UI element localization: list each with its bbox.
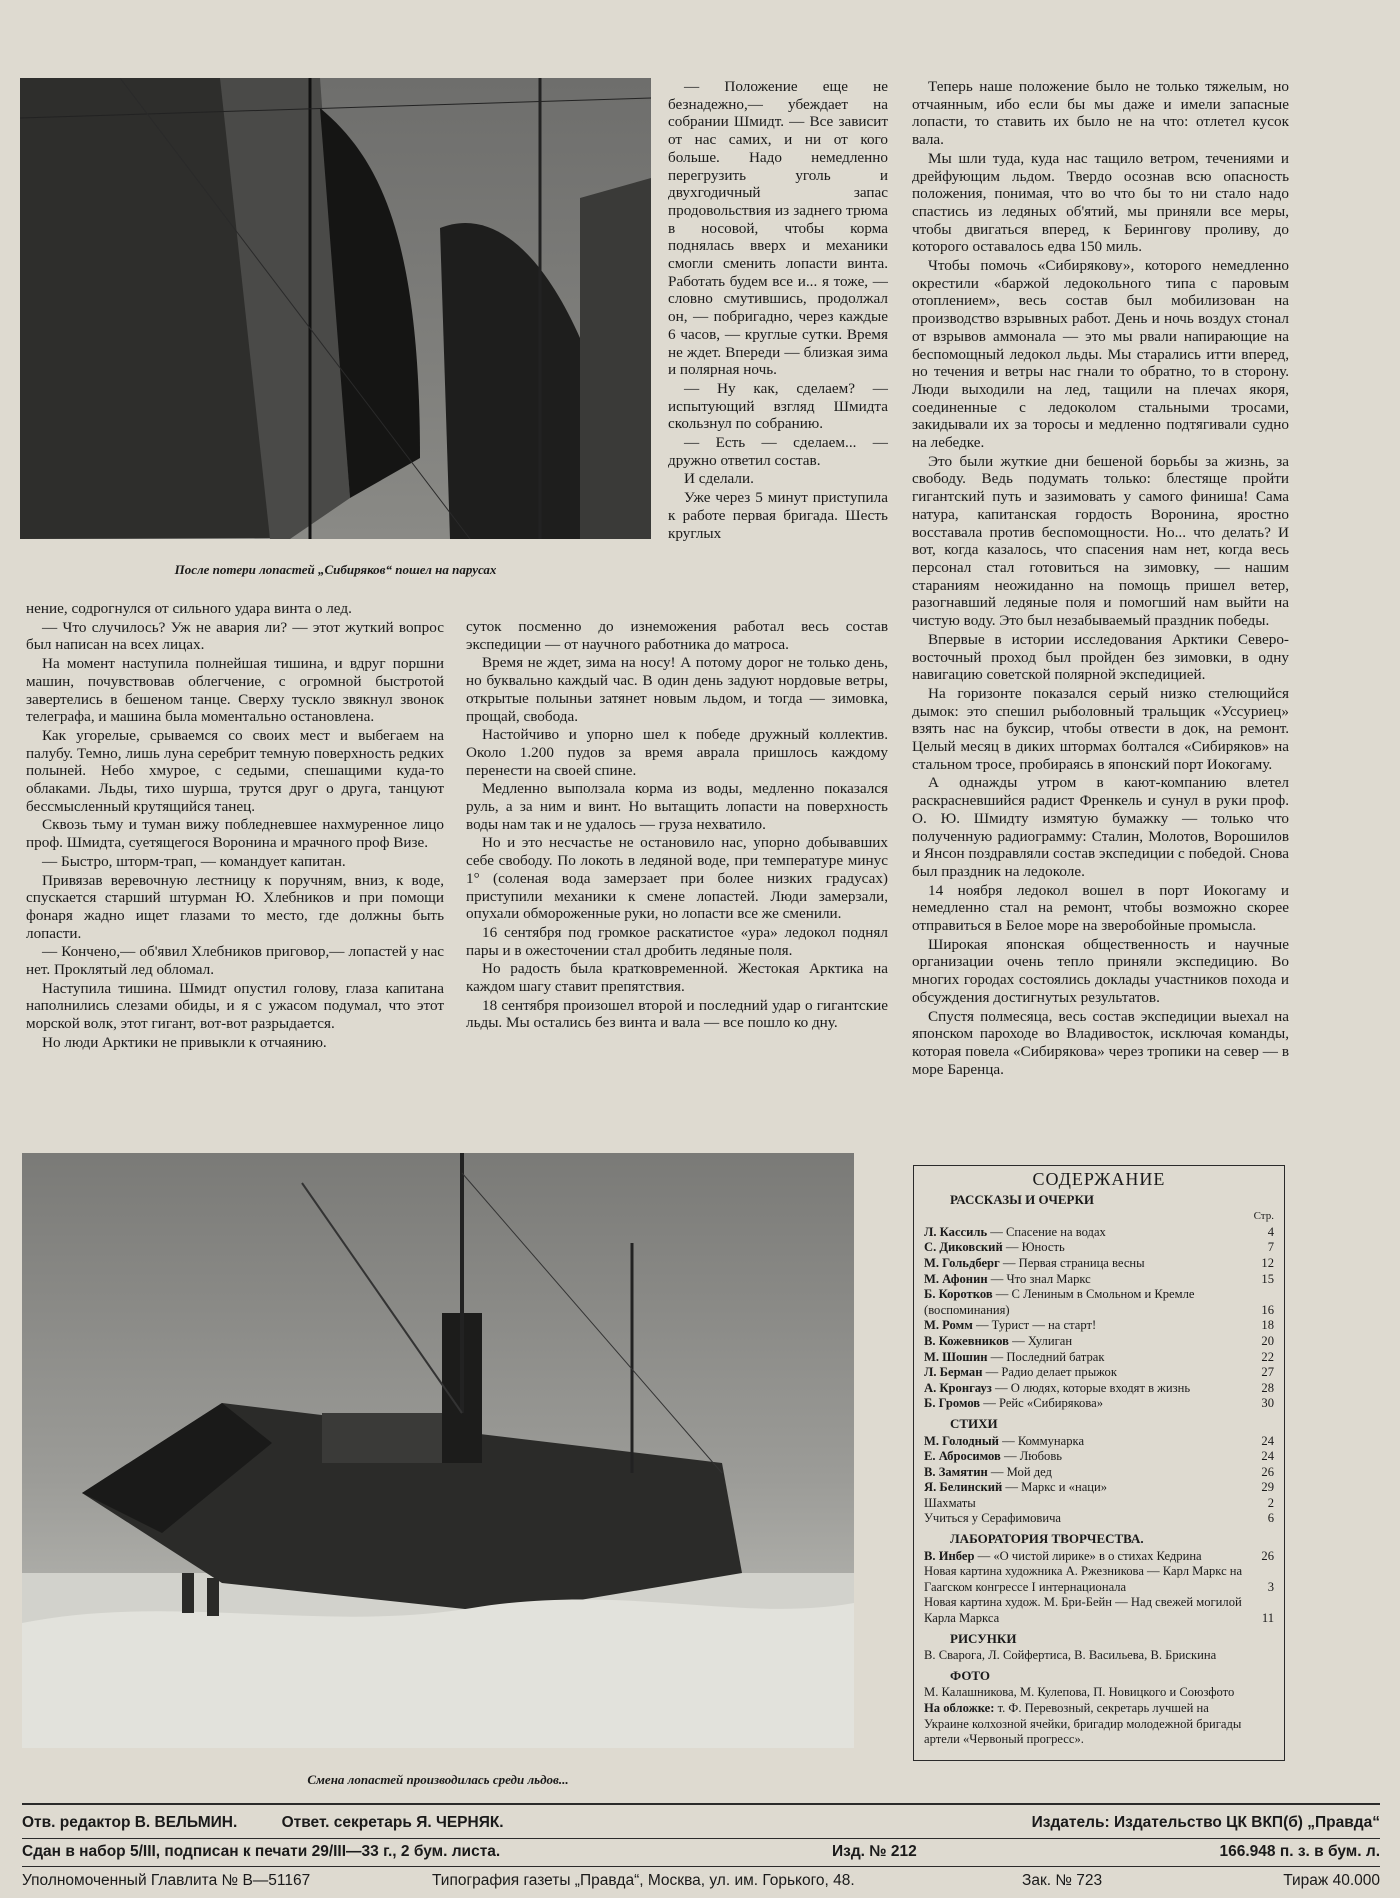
toc-entry — [924, 1434, 1274, 1450]
paragraph: Мы шли туда, куда нас тащило ветром, течениями и дрейфующим льдом. Твердо осознав всю опасность положения, понимая, что во что бы то ни стало надо спастись из ледяных об'ятий, мы приняли все меры, чтобы двигаться вперед, к Берингову проливу, до которого оставалось едва 150 миль. — [912, 149, 1289, 256]
paragraph: — Ну как, сделаем? — испытующий взгляд Шмидта скользнул по собранию. — [668, 379, 888, 433]
toc-entry — [924, 1381, 1274, 1397]
footer-izd: Изд. № 212 — [832, 1843, 917, 1860]
toc-body — [924, 1192, 1274, 1748]
footer-sheets: 166.948 п. з. в бум. л. — [1219, 1843, 1380, 1860]
paragraph: — Положение еще не безнадежно,— убеждает на собрании Шмидт. — Все зависит от нас самих, и ни от кого больше. Надо немедленно перегрузить уголь и двухгодичный запас продовольствия из заднего трюма в носовой, чтобы корма поднялась вверх и механики смогли сменить лопасти винта. Работать будем все и... я тоже, — словно смутившись, продолжал он, — побригадно, через каждые 6 часов, — круглые сутки. Время не ждет. Впереди — близкая зима и полярная ночь. — [668, 78, 888, 379]
toc-entry-page: 26 — [1261, 1548, 1274, 1563]
paragraph: суток посменно до изнеможения работал весь состав экспедиции — от научного работника до матроса. — [466, 618, 888, 653]
toc-entry — [924, 1595, 1274, 1626]
paragraph: нение, содрогнулся от сильного удара винта о лед. — [26, 600, 352, 617]
paragraph: Спустя полмесяца, весь состав экспедиции выехал на японском пароходе во Владивосток, исключая команды, которая повела «Сибирякова» через тропики на север — в море Баренца. — [912, 1007, 1289, 1078]
toc-entry-page: 3 — [1267, 1579, 1274, 1594]
toc-entry-title: М. Ромм — Турист — на старт! — [924, 1318, 1097, 1333]
toc-entry-title: Л. Кассиль — Спасение на водах — [924, 1224, 1106, 1239]
toc-entry-title: М. Калашникова, М. Кулепова, П. Новицкого и Союзфото — [924, 1685, 1235, 1700]
toc-entry-author: М. Гольдберг — [924, 1255, 1003, 1270]
toc-entry-author: Б. Громов — [924, 1396, 984, 1411]
paragraph: — Есть — сделаем... — дружно ответил состав. — [668, 434, 888, 469]
toc-entry-title: Л. Берман — Радио делает прыжок — [924, 1365, 1117, 1380]
sails-photo — [20, 78, 651, 539]
paragraph: 16 сентября под громкое раскатистое «ура» ледокол поднял пары и в ожесточении стал дробить ледяные поля. — [466, 923, 888, 959]
toc-entry-author: Е. Абросимов — [924, 1449, 1004, 1464]
sails-caption: После потери лопастей „Сибиряков“ пошел на парусах — [174, 562, 497, 577]
paragraph: Это были жуткие дни бешеной борьбы за жизнь, за свободу. Ведь подумать только: блестяще пройти гигантский путь и зазимовать у самого финиша! Сама натура, капитанская гордость Воронина, яростно восставала против беспомощности. Но... что делать? И вот, когда казалось, что спасения нам нет, когда весь персонал стал готовиться на зимовку, — нашим стараниям неожиданно на помощь пришел ветер, разогнавший ледяные поля и помогший нам выйти на чистую воду. Это был незабываемый праздник победы. — [912, 452, 1289, 630]
paragraph: 18 сентября произошел второй и последний удар о гигантские льды. Мы остались без винта и вала — все пошло ко дну. — [466, 996, 888, 1032]
toc-entry-title: В. Инбер — «О чистой лирике» в о стихах Кедрина — [924, 1548, 1202, 1563]
toc-entry-author: Я. Белинский — [924, 1480, 1006, 1495]
toc-entry-page: 12 — [1261, 1255, 1274, 1270]
footer-rule — [22, 1803, 1380, 1805]
paragraph: Но и это несчастье не остановило нас, упорно добывавших себе свободу. По локоть в ледяной воде, при температуре минус 1° (соленая вода замерзает при более низких градусах) приступили механики к смене лопастей. Люди замерзали, опухали обмороженные руки, но лопасти все же сменили. — [466, 834, 888, 923]
toc-entry — [924, 1318, 1274, 1334]
toc-entry-title: Б. Коротков — С Лениным в Смольном и Кремле (воспоминания) — [924, 1287, 1195, 1317]
footer-line-3 — [22, 1872, 1380, 1890]
toc-entry — [924, 1287, 1274, 1318]
paragraph: Наступила тишина. Шмидт опустил голову, глаза капитана наполнились слезами обиды, и я с ужасом подумал, что этот морской волк, этот гигант, вот-вот разрыдается. — [26, 979, 444, 1033]
toc-entry-page: 11 — [1261, 1611, 1274, 1626]
footer-rule — [22, 1838, 1380, 1839]
paragraph: И сделали. — [684, 470, 754, 488]
toc-entry-page: 6 — [1267, 1511, 1274, 1526]
paragraph: Привязав веревочную лестницу к поручням, вниз, к воде, спускается старший штурман Ю. Хлебников и при помощи фонаря жадно ищет глазами то место, где должны быть лопасти. — [26, 871, 444, 942]
paragraph: Как угорелые, срываемся со своих мест и выбегаем на палубу. Темно, лишь луна серебрит темную поверхность редких полыней. Небо хмурое, с седыми, спешащими куда-то облаками. Льды, тихо шурша, трутся друг о друга, танцуют бессмысленный крутящийся танец. — [26, 726, 444, 815]
toc-section-heading: ФОТО — [950, 1667, 991, 1683]
footer-order: Зак. № 723 — [1022, 1872, 1103, 1889]
toc-entry — [924, 1685, 1274, 1701]
toc-entry — [924, 1549, 1274, 1565]
toc-entry-page: 27 — [1261, 1365, 1274, 1380]
toc-entry — [924, 1225, 1274, 1241]
footer-circulation: Тираж 40.000 — [1283, 1872, 1380, 1889]
footer-glavlit: Уполномоченный Главлита № В—51167 — [22, 1872, 311, 1889]
toc-title: СОДЕРЖАНИЕ — [1032, 1169, 1166, 1189]
paragraph: А однажды утром в кают-компанию влетел раскрасневшийся радист Френкель и сунул в руки проф. О. Ю. Шмидту измятую бумажку — только что полученную радиограмму: Сталин, Молотов, Ворошилов и Янсон поздравляли состав экспедиции с победой. Снова был праздник на ледоколе. — [912, 774, 1289, 880]
toc-section-heading: РИСУНКИ — [950, 1630, 1017, 1646]
toc-entry — [924, 1240, 1274, 1256]
paragraph: Время не ждет, зима на носу! А потому дорог не только день, но буквально каждый час. В один день задуют нордовые ветры, открытые полыньи затянет новым льдом, и тогда — зимовка, прощай, свобода. — [466, 654, 888, 725]
toc-entry-author: В. Инбер — [924, 1548, 978, 1563]
toc-entry-title: На обложке: т. Ф. Перевозный, секретарь лучшей на Украине колхозной ячейки, бригадир молодежной бригады артели «Червоный прогресс». — [924, 1701, 1242, 1747]
footer-publisher: Издатель: Издательство ЦК ВКП(б) „Правда“ — [1031, 1814, 1380, 1831]
toc-entry — [924, 1511, 1274, 1527]
toc-entry-author: С. Диковский — [924, 1240, 1006, 1255]
toc-entry-author: Л. Кассиль — [924, 1224, 991, 1239]
paragraph: — Кончено,— об'явил Хлебников приговор,— лопастей у нас нет. Проклятый лед обломал. — [26, 943, 444, 979]
toc-entry-page: 24 — [1261, 1449, 1274, 1464]
footer-line-2 — [22, 1843, 1380, 1861]
col-mid-bottom — [466, 618, 888, 1033]
toc-entry-title: Б. Громов — Рейс «Сибирякова» — [924, 1396, 1104, 1411]
toc-entry-page: 30 — [1261, 1396, 1274, 1411]
paragraph: Но люди Арктики не привыкли к отчаянию. — [42, 1033, 327, 1051]
toc-entry-author: В. Кожевников — [924, 1333, 1013, 1348]
toc-entry-author: М. Шошин — [924, 1349, 991, 1364]
toc-entry-title: М. Шошин — Последний батрак — [924, 1349, 1105, 1364]
toc-entry-page: 29 — [1261, 1480, 1274, 1495]
toc-entry-author: М. Афонин — [924, 1271, 991, 1286]
toc-page-header: Стр. — [1253, 1210, 1274, 1223]
toc-entry-page: 22 — [1261, 1349, 1274, 1364]
toc-entry-author: Б. Коротков — [924, 1287, 996, 1302]
toc-entry-title: Я. Белинский — Маркс и «наци» — [924, 1480, 1108, 1495]
toc-entry — [924, 1701, 1274, 1748]
paragraph: Медленно выползала корма из воды, медленно показался руль, а за ним и винт. Но вытащить лопасти на поверхность воды нам так и не удалось — груза нехватило. — [466, 780, 888, 833]
toc-entry-title: Новая картина художника А. Ржезникова — Карл Маркс на Гаагском конгрессе I интернационала — [924, 1564, 1243, 1594]
toc-entry-title: Е. Абросимов — Любовь — [924, 1449, 1063, 1464]
toc-section-heading: РАССКАЗЫ И ОЧЕРКИ — [950, 1191, 1095, 1207]
col-right — [912, 78, 1289, 1079]
toc-entry-page: 28 — [1261, 1380, 1274, 1395]
toc-entry-title: Шахматы — [924, 1495, 976, 1510]
toc-entry-author: А. Кронгауз — [924, 1380, 995, 1395]
toc-section-heading: ЛАБОРАТОРИЯ ТВОРЧЕСТВА. — [950, 1531, 1144, 1547]
toc-entry-page: 24 — [1261, 1433, 1274, 1448]
toc-entry-author: На обложке: — [924, 1701, 998, 1715]
paragraph: — Быстро, шторм-трап, — командует капитан. — [42, 852, 346, 870]
toc-entry-title: Учиться у Серафимовича — [924, 1511, 1062, 1526]
toc-entry — [924, 1334, 1274, 1350]
toc-entry-title: М. Голодный — Коммунарка — [924, 1433, 1085, 1448]
footer-typography: Типография газеты „Правда“, Москва, ул. им. Горького, 48. — [432, 1872, 855, 1889]
toc-entry-page: 2 — [1267, 1495, 1274, 1510]
paragraph: Уже через 5 минут приступила к работе первая бригада. Шесть круглых — [668, 489, 888, 542]
paragraph: 14 ноября ледокол вошел в порт Иокогаму и немедленно стал на ремонт, чтобы возможно скорее отправиться в Белое море на зверобойные промысла. — [912, 881, 1289, 935]
toc-entry-title: М. Гольдберг — Первая страница весны — [924, 1255, 1145, 1270]
paragraph: Широкая японская общественность и научные организации очень тепло приняли экспедицию. Во многих городах состоялись доклады участников похода и обсуждения достигнутых результатов. — [912, 935, 1289, 1006]
col-left-bottom — [26, 600, 444, 1053]
toc-entry-page: 20 — [1261, 1333, 1274, 1348]
paragraph: Но радость была кратковременной. Жестокая Арктика на каждом шагу ставит препятствия. — [466, 960, 888, 996]
toc-entry-page: 18 — [1261, 1318, 1274, 1333]
paragraph: На горизонте показался серый низко стелющийся дымок: это спешил рыболовный тральщик «Уссуриец» взять нас на буксир, чтобы отвести в док, на ремонт. Целый месяц в диких штормах болтался «Сибиряков» на стальном тросе, пробираясь в японский порт Иокогаму. — [912, 684, 1289, 773]
toc-entry — [924, 1648, 1274, 1664]
toc-entry — [924, 1396, 1274, 1412]
toc-entry — [924, 1449, 1274, 1465]
ship-photo — [22, 1153, 854, 1748]
toc-entry-page: 4 — [1267, 1224, 1274, 1239]
ship-caption: Смена лопастей производилась среди льдов... — [307, 1772, 569, 1787]
toc-entry-author: М. Ромм — [924, 1318, 976, 1333]
toc-entry-page: 7 — [1267, 1240, 1274, 1255]
paragraph: Чтобы помочь «Сибирякову», которого немедленно окрестили «баржой ледокольного типа с паровым отоплением», весь состав был мобилизован на производство взрывных работ. День и ночь воздух стонал от взрывов аммонала — это мы рвали напирающие на беспомощный ледокол льды. Мы старались итти вперед, но течения и ветры нас гнали то обратно, то в сторону. Люди выходили на лед, тащили на плечах якоря, соединенные с ледоколом стальными тросами, закидывали их за торосы и медленно подтягивали судно на лебедке. — [912, 257, 1289, 452]
footer-editor: Отв. редактор В. ВЕЛЬМИН. — [22, 1814, 238, 1831]
paragraph: Теперь наше положение было не только тяжелым, но отчаянным, ибо если бы мы даже и имели запасные лопасти, то ставить их было не на что: отлетел кусок вала. — [912, 78, 1289, 149]
paragraph: На момент наступила полнейшая тишина, и вдруг поршни машин, почувствовав облегчение, с огромной быстротой завертелись в бешеном танце. Сверху тускло звякнул звонок телеграфа, и машина была моментально остановлена. — [26, 655, 444, 726]
paragraph: Впервые в истории исследования Арктики Северо-восточный проход был пройден без зимовки, в одну навигацию советской полярной экспедицией. — [912, 630, 1289, 684]
toc-entry-page: 16 — [1261, 1302, 1274, 1317]
toc-entry-title: В. Кожевников — Хулиган — [924, 1333, 1073, 1348]
toc-entry-title: С. Диковский — Юность — [924, 1240, 1065, 1255]
toc-entry-title: Новая картина худож. М. Бри-Бейн — Над свежей могилой Карла Маркса — [924, 1595, 1242, 1626]
paragraph: Сквозь тьму и туман вижу побледневшее нахмуренное лицо проф. Шмидта, суетящегося Воронина и мрачного проф Визе. — [26, 816, 444, 852]
footer-rule — [22, 1866, 1380, 1867]
footer-secretary: Ответ. секретарь Я. ЧЕРНЯК. — [281, 1814, 504, 1831]
toc-entry-author: М. Голодный — [924, 1433, 1003, 1448]
toc-entry-page: 26 — [1261, 1464, 1274, 1479]
toc-entry — [924, 1480, 1274, 1496]
table-of-contents — [913, 1165, 1285, 1761]
paragraph: — Что случилось? Уж не авария ли? — этот жуткий вопрос был написан на всех лицах. — [26, 618, 444, 654]
toc-entry — [924, 1256, 1274, 1272]
toc-entry-author: В. Замятин — [924, 1464, 991, 1479]
toc-entry-title: В. Сварога, Л. Сойфертиса, В. Васильева, В. Брискина — [924, 1648, 1217, 1663]
paragraph: Настойчиво и упорно шел к победе дружный коллектив. Около 1.200 пудов за время аврала пришлось каждому перенести на своей спине. — [466, 726, 888, 779]
toc-entry — [924, 1564, 1274, 1595]
toc-entry-title: М. Афонин — Что знал Маркс — [924, 1271, 1091, 1286]
footer-print-info: Сдан в набор 5/III, подписан к печати 29/III—33 г., 2 бум. листа. — [22, 1843, 501, 1860]
toc-entry — [924, 1272, 1274, 1288]
toc-entry-author: Л. Берман — [924, 1365, 986, 1380]
toc-entry — [924, 1350, 1274, 1366]
col-mid-top — [668, 78, 888, 543]
toc-entry-page: 15 — [1261, 1271, 1274, 1286]
toc-section-heading: СТИХИ — [950, 1415, 998, 1431]
toc-entry — [924, 1496, 1274, 1512]
toc-entry-title: А. Кронгауз — О людях, которые входят в жизнь — [924, 1380, 1191, 1395]
footer-line-1 — [22, 1814, 1380, 1832]
toc-entry-title: В. Замятин — Мой дед — [924, 1464, 1052, 1479]
toc-entry — [924, 1365, 1274, 1381]
toc-entry — [924, 1465, 1274, 1481]
